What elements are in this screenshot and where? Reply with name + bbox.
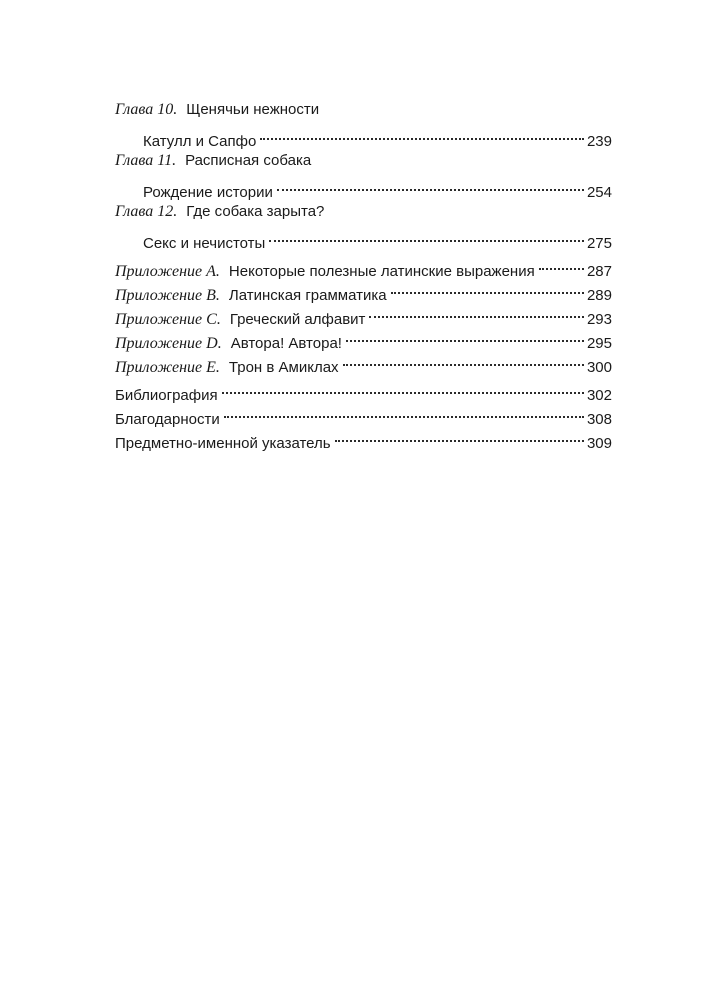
- appendix-prefix: Приложение D.: [115, 335, 222, 352]
- dot-leader: [391, 276, 584, 300]
- chapter-prefix: Глава 12.: [115, 203, 178, 220]
- page-number: 293: [586, 311, 612, 328]
- dot-leader: [260, 122, 584, 146]
- chapter-subtitle: Секс и нечистоты: [143, 235, 266, 252]
- dot-leader: [539, 252, 584, 276]
- page-number: 300: [586, 359, 612, 376]
- chapter-subtitle-line: [115, 173, 612, 201]
- chapter-prefix: Глава 11.: [115, 152, 177, 169]
- toc-entry-chapter-10: [115, 98, 612, 150]
- dot-leader: [369, 300, 584, 324]
- chapter-title: Расписная собака: [185, 152, 312, 169]
- page-number: 275: [586, 235, 612, 252]
- dot-leader: [335, 424, 584, 448]
- page-number: 295: [586, 335, 612, 352]
- toc-entry-chapter-11: [115, 149, 612, 201]
- dot-leader: [346, 324, 584, 348]
- appendix-title: Латинская грамматика: [228, 287, 387, 304]
- dot-leader: [343, 348, 584, 372]
- appendix-prefix: Приложение C.: [115, 311, 221, 328]
- entry-title: Предметно-именной указатель: [115, 435, 331, 452]
- chapter-title: Где собака зарыта?: [186, 203, 325, 220]
- entry-title: Благодарности: [115, 411, 220, 428]
- chapter-subtitle: Катулл и Сапфо: [143, 133, 257, 150]
- appendix-title: Трон в Амиклах: [228, 359, 339, 376]
- page-number: 302: [586, 387, 612, 404]
- appendix-title: Греческий алфавит: [229, 311, 366, 328]
- page-number: 289: [586, 287, 612, 304]
- toc-entry-chapter-12: [115, 200, 612, 252]
- dot-leader: [222, 376, 584, 400]
- appendix-prefix: Приложение B.: [115, 287, 220, 304]
- dot-leader: [224, 400, 584, 424]
- dot-leader: [277, 173, 584, 197]
- chapter-title-line: [115, 149, 612, 173]
- appendix-prefix: Приложение E.: [115, 359, 220, 376]
- dot-leader: [269, 224, 584, 248]
- page-number: 309: [586, 435, 612, 452]
- page-number: 254: [586, 184, 612, 201]
- appendix-prefix: Приложение A.: [115, 263, 220, 280]
- entry-title: Библиография: [115, 387, 218, 404]
- chapter-subtitle: Рождение истории: [143, 184, 273, 201]
- chapter-title-line: [115, 200, 612, 224]
- appendix-title: Автора! Автора!: [230, 335, 342, 352]
- chapter-prefix: Глава 10.: [115, 101, 178, 118]
- page-number: 308: [586, 411, 612, 428]
- chapter-title-line: [115, 98, 612, 122]
- chapter-subtitle-line: [115, 122, 612, 150]
- chapter-subtitle-line: [115, 224, 612, 252]
- chapter-title: Щенячьи нежности: [186, 101, 320, 118]
- appendix-title: Некоторые полезные латинские выражения: [228, 263, 535, 280]
- table-of-contents: [115, 98, 612, 452]
- page-number: 239: [586, 133, 612, 150]
- page-number: 287: [586, 263, 612, 280]
